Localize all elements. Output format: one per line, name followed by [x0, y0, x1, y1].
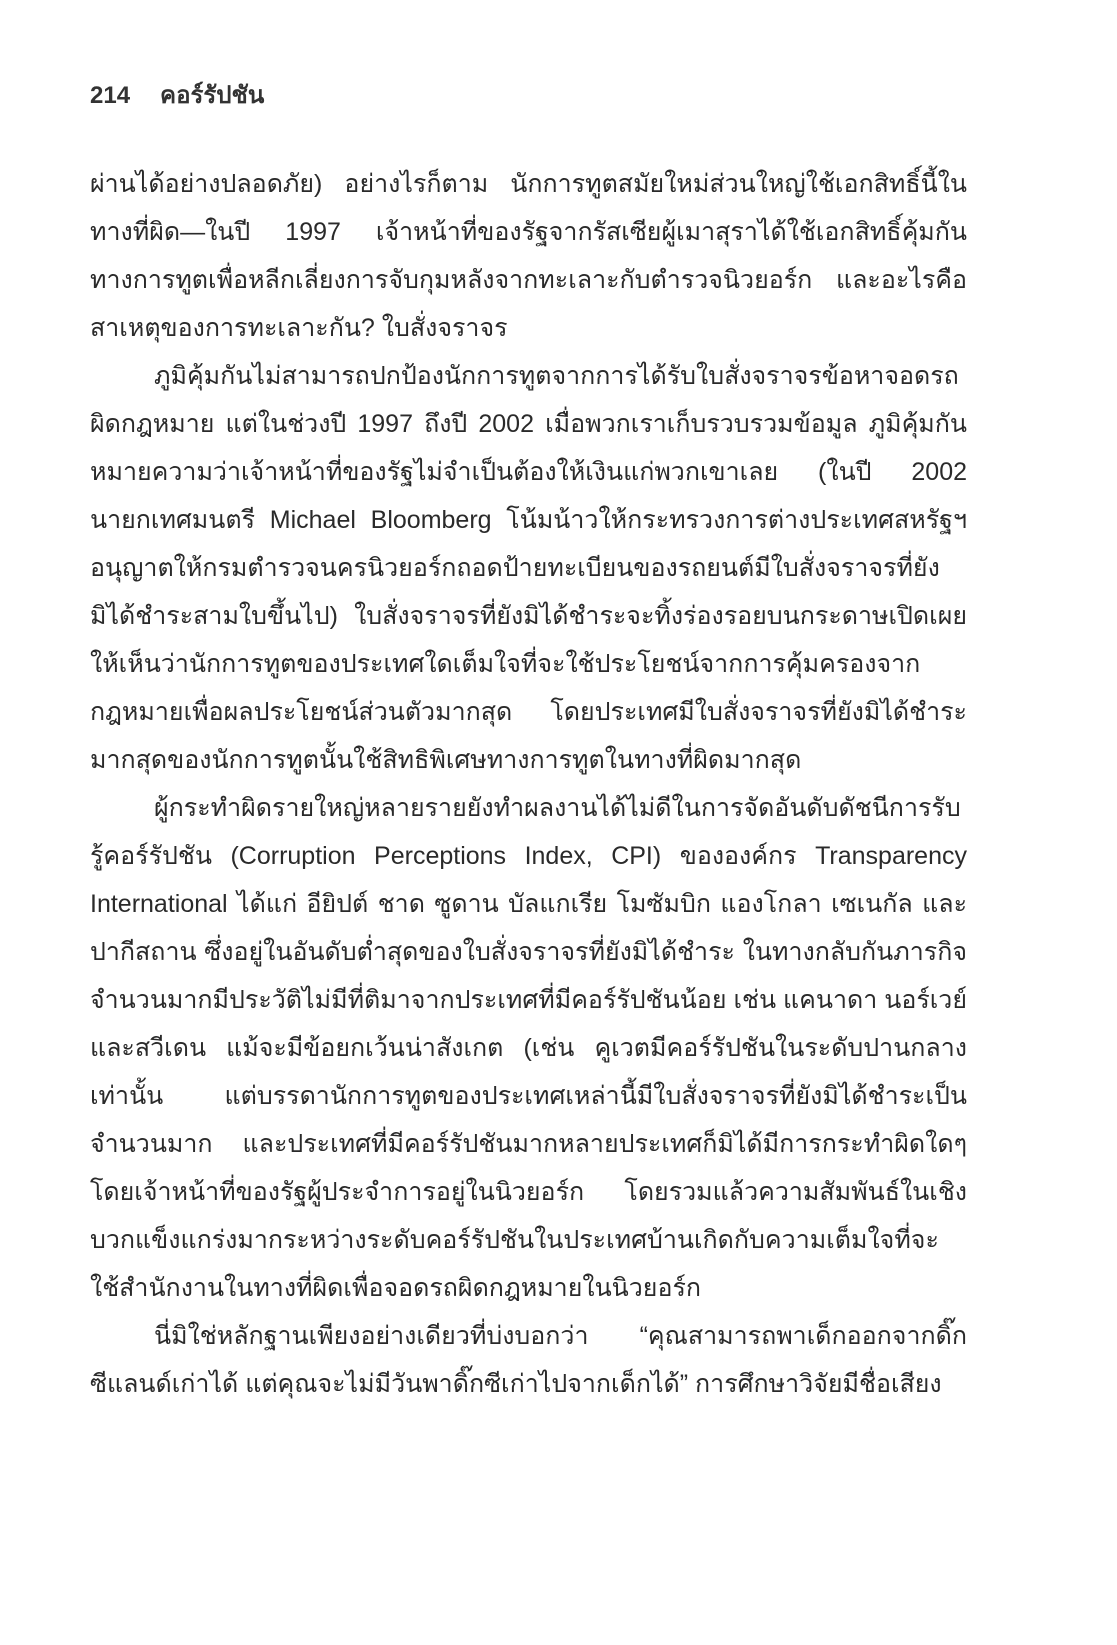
paragraph-dixieland: นี่มิใช่หลักฐานเพียงอย่างเดียวที่บ่งบอกว่า “คุณสามารถพาเด็กออกจากดิ๊กซีแลนด์เก่าได้ แต่คุณจะไม่มีวันพาดิ๊กซีเก่าไปจากเด็กได้” การศึกษาวิจัยมีชื่อเสียง [90, 1322, 967, 1398]
paragraph-major-offenders: ผู้กระทำผิดรายใหญ่หลายรายยังทำผลงานได้ไม่ดีในการจัดอันดับดัชนีการรับรู้คอร์รัปชัน (Corruption Perceptions Index, CPI) ขององค์กร Transparency International ได้แก่ อียิปต์ ชาด ซูดาน บัลแกเรีย โมซัมบิก แองโกลา เซเนกัล และปากีสถาน ซึ่งอยู่ในอันดับต่ำสุดของใบสั่งจราจรที่ยังมิได้ชำระ ในทางกลับกันภารกิจจำนวนมากมีประวัติไม่มีที่ติมาจากประเทศที่มีคอร์รัปชันน้อย เช่น แคนาดา นอร์เวย์ และสวีเดน แม้จะมีข้อยกเว้นน่าสังเกต (เช่น คูเวตมีคอร์รัปชันในระดับปานกลางเท่านั้น แต่บรรดานักการทูตของประเทศเหล่านี้มีใบสั่งจราจรที่ยังมิได้ชำระเป็นจำนวนมาก และประเทศที่มีคอร์รัปชันมากหลายประเทศก็มิได้มีการกระทำผิดใดๆ โดยเจ้าหน้าที่ของรัฐผู้ประจำการอยู่ในนิวยอร์ก โดยรวมแล้วความสัมพันธ์ในเชิงบวกแข็งแกร่งมากระหว่างระดับคอร์รัปชันในประเทศบ้านเกิดกับความเต็มใจที่จะใช้สำนักงานในทางที่ผิดเพื่อจอดรถผิดกฎหมายในนิวยอร์ก [90, 794, 967, 1302]
page-header [90, 80, 967, 112]
paragraph-continued: ผ่านได้อย่างปลอดภัย) อย่างไรก็ตาม นักการทูตสมัยใหม่ส่วนใหญ่ใช้เอกสิทธิ์นี้ในทางที่ผิด—ในปี 1997 เจ้าหน้าที่ของรัฐจากรัสเซียผู้เมาสุราได้ใช้เอกสิทธิ์คุ้มกันทางการทูตเพื่อหลีกเลี่ยงการจับกุมหลังจากทะเลาะกับตำรวจนิวยอร์ก และอะไรคือสาเหตุของการทะเลาะกัน? ใบสั่งจราจร [90, 170, 967, 342]
body-text [90, 160, 967, 1408]
running-title: คอร์รัปชัน [160, 82, 265, 109]
paragraph-immunity-parking: ภูมิคุ้มกันไม่สามารถปกป้องนักการทูตจากการได้รับใบสั่งจราจรข้อหาจอดรถผิดกฎหมาย แต่ในช่วงปี 1997 ถึงปี 2002 เมื่อพวกเราเก็บรวบรวมข้อมูล ภูมิคุ้มกันหมายความว่าเจ้าหน้าที่ของรัฐไม่จำเป็นต้องให้เงินแก่พวกเขาเลย (ในปี 2002 นายกเทศมนตรี Michael Bloomberg โน้มน้าวให้กระทรวงการต่างประเทศสหรัฐฯ อนุญาตให้กรมตำรวจนครนิวยอร์กถอดป้ายทะเบียนของรถยนต์มีใบสั่งจราจรที่ยังมิได้ชำระสามใบขึ้นไป) ใบสั่งจราจรที่ยังมิได้ชำระจะทิ้งร่องรอยบนกระดาษเปิดเผยให้เห็นว่านักการทูตของประเทศใดเต็มใจที่จะใช้ประโยชน์จากการคุ้มครองจากกฎหมายเพื่อผลประโยชน์ส่วนตัวมากสุด โดยประเทศมีใบสั่งจราจรที่ยังมิได้ชำระมากสุดของนักการทูตนั้นใช้สิทธิพิเศษทางการทูตในทางที่ผิดมากสุด [90, 362, 967, 774]
page-number: 214 [90, 82, 131, 109]
